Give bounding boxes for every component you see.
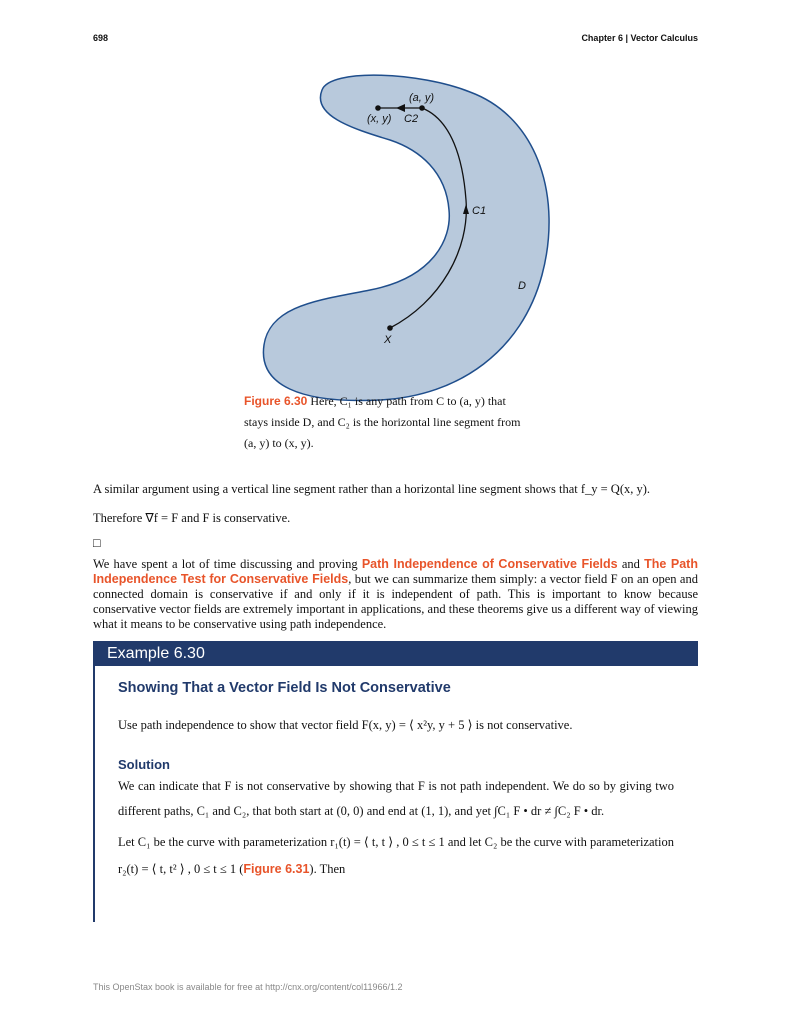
label-c2: C2 [404,113,419,125]
label-c1: C1 [472,205,487,217]
point-ay [419,105,425,111]
example-heading: Showing That a Vector Field Is Not Conservative [118,680,451,696]
chapter-title: Chapter 6 | Vector Calculus [581,33,698,43]
label-d: D [518,280,526,292]
caption-text: (a, y) to (x, y). [244,436,314,450]
label-xy: (x, y) [367,113,392,125]
figure-label: Figure 6.30 [244,394,308,408]
label-ay: (a, y) [409,92,435,104]
link-path-independence[interactable]: Path Independence of Conservative Fields [361,557,618,571]
caption-text: Here, C₁ is any path from C to (a, y) that [307,394,506,408]
point-xy [375,105,381,111]
example-left-border [93,666,95,922]
link-path-independence-test[interactable]: The Path Independence Test for Conservative Fields [93,557,698,586]
label-x: X [384,334,392,346]
footer: This OpenStax book is available for free at http://cnx.org/content/col11966/1.2 [93,982,403,992]
paragraph: Therefore ∇f = F and F is conservative. [93,511,291,525]
paragraph: A similar argument using a vertical line segment rather than a horizontal line segment shows that f_y = Q(x, y). [93,482,651,496]
point-X [387,325,393,331]
qed-symbol: □ [93,536,101,550]
caption-text: stays inside D, and C₂ is the horizontal line segment from [244,415,521,429]
figure-caption [244,391,534,454]
link-figure-6-31[interactable]: Figure 6.31 [243,862,310,876]
solution-paragraph: We can indicate that F is not conservative by showing that F is not path independent. We do so by giving two different paths, C₁ and C₂, that both start at (0, 0) and end at (1, 1), and yet ∫C₁ F • dr ≠ ∫C₂ F • dr. [118,779,674,818]
page-number: 698 [93,33,109,43]
example-problem: Use path independence to show that vector field F(x, y) = ⟨ x²y, y + 5 ⟩ is not conservative. [118,718,573,732]
solution-label: Solution [118,757,170,772]
example-title-bar: Example 6.30 [93,641,698,666]
solution-paragraph: Let C₁ be the curve with parameterization r₁(t) = ⟨ t, t ⟩ , 0 ≤ t ≤ 1 and let C₂ be the curve with parameterization r₂(t) = ⟨ t, t² ⟩ , 0 ≤ t ≤ 1 (Figure 6.31). Then [118,835,674,876]
summary-paragraph: We have spent a lot of time discussing and proving Path Independence of Conservative Fields and The Path Independence Test for Conservative Fields, but we can summarize them simply: a vector field F on an open and connected domain is conservative if and only if it is independent of path. This is important to know because conservative vector fields are extremely important in applications, and these theorems give us a different way of viewing what it means to be conservative using path independence. [93,557,698,631]
